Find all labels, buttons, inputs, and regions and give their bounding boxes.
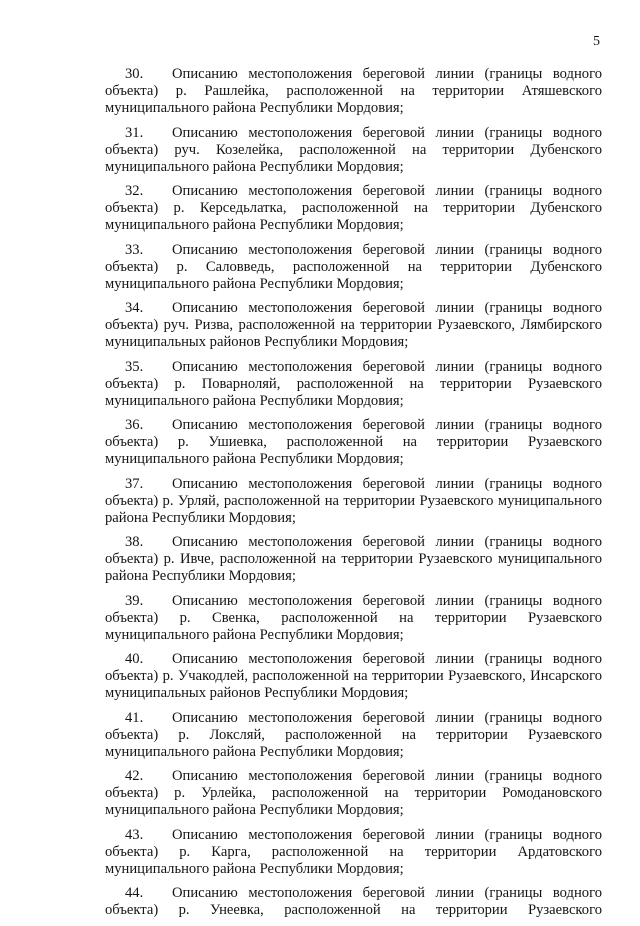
list-item — [105, 300, 602, 352]
page-number: 5 — [593, 34, 600, 49]
item-text: Описанию местоположения береговой линии (границы водного объекта) р. Унеевка, расположенной на территории Рузаевского — [105, 885, 602, 919]
item-text: Описанию местоположения береговой линии (границы водного объекта) р. Карга, расположенной на территории Ардатовского муниципального района Республики Мордовия; — [105, 826, 602, 877]
item-number: 40. — [125, 651, 144, 667]
item-number: 38. — [125, 534, 144, 550]
list-item — [105, 125, 602, 177]
item-text: Описанию местоположения береговой линии (границы водного объекта) р. Учакодлей, расположенной на территории Рузаевского, Инсарского муниципальных районов Республики Мордовия; — [105, 651, 602, 702]
item-number: 34. — [125, 300, 144, 316]
item-text: Описанию местоположения береговой линии (границы водного объекта) р. Ушиевка, расположенной на территории Рузаевского муниципального района Республики Мордовия; — [105, 417, 602, 468]
list-item — [105, 242, 602, 294]
list-item — [105, 359, 602, 411]
list-item — [105, 768, 602, 820]
item-number: 33. — [125, 241, 144, 258]
item-text: Описанию местоположения береговой линии (границы водного объекта) р. Свенка, расположенной на территории Рузаевского муниципального района Республики Мордовия; — [105, 592, 602, 643]
item-number: 32. — [125, 183, 144, 199]
item-text: Описанию местоположения береговой линии (границы водного объекта) р. Поварноляй, расположенной на территории Рузаевского муниципального района Республики Мордовия; — [105, 358, 602, 409]
list-item — [105, 827, 602, 879]
item-text: Описанию местоположения береговой линии (границы водного объекта) р. Рашлейка, расположенной на территории Атяшевского муниципального района Республики Мордовия; — [105, 66, 602, 117]
list-item — [105, 710, 602, 762]
item-number: 43. — [125, 826, 144, 843]
item-number: 35. — [125, 358, 144, 375]
list-item — [105, 651, 602, 703]
list-item — [105, 417, 602, 469]
item-text: Описанию местоположения береговой линии (границы водного объекта) р. Саловведь, расположенной на территории Дубенского муниципального района Республики Мордовия; — [105, 241, 602, 292]
item-list — [105, 66, 602, 926]
item-text: Описанию местоположения береговой линии (границы водного объекта) р. Урляй, расположенной на территории Рузаевского муниципального района Республики Мордовия; — [105, 475, 602, 526]
item-text: Описанию местоположения береговой линии (границы водного объекта) р. Ивче, расположенной на территории Рузаевского муниципального района Республики Мордовия; — [105, 534, 602, 585]
item-number: 31. — [125, 124, 144, 141]
item-text: Описанию местоположения береговой линии (границы водного объекта) р. Локсляй, расположенной на территории Рузаевского муниципального района Республики Мордовия; — [105, 709, 602, 760]
list-item — [105, 593, 602, 645]
item-number: 42. — [125, 768, 144, 784]
item-text: Описанию местоположения береговой линии (границы водного объекта) р. Урлейка, расположенной на территории Ромодановского муниципального района Республики Мордовия; — [105, 768, 602, 819]
item-text: Описанию местоположения береговой линии (границы водного объекта) руч. Ризва, расположенной на территории Рузаевского, Лямбирского муниципальных районов Республики Мордовия; — [105, 300, 602, 351]
list-item — [105, 534, 602, 586]
item-number: 37. — [125, 475, 144, 492]
list-item — [105, 66, 602, 118]
item-number: 36. — [125, 417, 144, 433]
item-text: Описанию местоположения береговой линии (границы водного объекта) руч. Козелейка, расположенной на территории Дубенского муниципального района Республики Мордовия; — [105, 124, 602, 175]
list-item — [105, 476, 602, 528]
list-item — [105, 183, 602, 235]
item-text: Описанию местоположения береговой линии (границы водного объекта) р. Керседьлатка, расположенной на территории Дубенского муниципального района Республики Мордовия; — [105, 183, 602, 234]
item-number: 39. — [125, 592, 144, 609]
item-number: 30. — [125, 66, 144, 82]
list-item — [105, 885, 602, 919]
item-number: 41. — [125, 709, 144, 726]
item-number: 44. — [125, 885, 144, 901]
